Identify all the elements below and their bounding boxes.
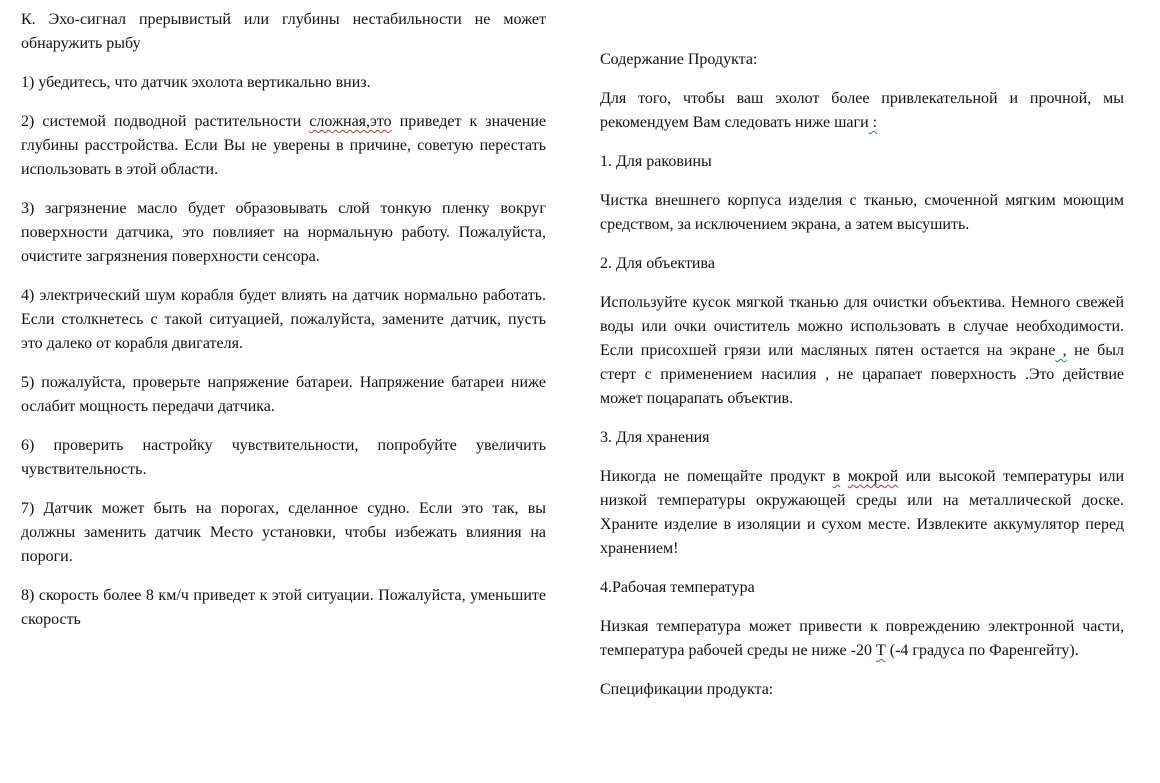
maintenance-column <box>600 48 1124 717</box>
paragraph-lens <box>600 291 1124 411</box>
item-text: 2) системой подводной растительности <box>21 113 310 130</box>
list-item <box>21 110 546 182</box>
storage-text: или высокой температуры или низкой температуры окружающей среды или на металлической доске. Храните изделие в изоляции и сухом месте. Извлеките аккумулятор перед хранением! <box>600 468 1125 557</box>
list-item: 6) проверить настройку чувствительности, попробуйте увеличить чувствительность. <box>21 437 546 478</box>
lens-text: не был стерт с применением насилия , не царапает поверхность .Это действие может поцарапать объектив. <box>600 342 1124 407</box>
lens-text: Используйте кусок мягкой тканью для очистки объектива. Немного свежей воды или очки очиститель можно использовать в случае необходимости. Если присохшей грязи или масляных пятен остается на экране <box>600 294 1124 359</box>
storage-text: Никогда не помещайте продукт <box>600 468 833 485</box>
paragraph-storage <box>600 465 1124 561</box>
intro-paragraph <box>600 87 1124 135</box>
section-title: Содержание Продукта: <box>600 51 758 68</box>
spelling-flagged-word: мокрой <box>847 468 899 485</box>
item-text: приведет к значение глубины расстройства. Если Вы не уверены в причине, советую перестать использовать в этой области. <box>21 113 546 178</box>
temperature-text: (-4 градуса по Фаренгейту). <box>885 642 1079 659</box>
subheading-specifications: Спецификации продукта: <box>600 681 774 698</box>
subheading-lens: 2. Для объектива <box>600 255 715 272</box>
spelling-flagged-word: в <box>832 468 841 485</box>
spelling-flagged-word: сложная,это <box>309 113 392 130</box>
grammar-flagged-text: , <box>1055 342 1067 359</box>
intro-text: Для того, чтобы ваш эхолот более привлекательной и прочной, мы рекомендуем Вам следовать ниже шаги <box>600 90 1124 131</box>
list-item: 7) Датчик может быть на порогах, сделанное судно. Если это так, вы должны заменить датчик Место установки, чтобы избежать влияния на пороги. <box>21 500 546 565</box>
section-heading: К. Эхо-сигнал прерывистый или глубины нестабильности не может обнаружить рыбу <box>21 11 546 52</box>
temperature-text: Низкая температура может привести к повреждению электронной части, температура рабочей среды не ниже -20 <box>600 618 1124 659</box>
subheading-temperature: 4.Рабочая температура <box>600 579 755 596</box>
list-item <box>21 71 546 95</box>
list-item: 5) пожалуйста, проверьте напряжение батареи. Напряжение батареи ниже ослабит мощность передачи датчика. <box>21 374 546 415</box>
paragraph-temperature <box>600 615 1124 663</box>
storage-text <box>840 468 848 485</box>
subheading-shell: 1. Для раковины <box>600 153 712 170</box>
paragraph-shell: Чистка внешнего корпуса изделия с тканью, смоченной мягким моющим средством, за исключением экрана, а затем высушить. <box>600 192 1124 233</box>
list-item: 4) электрический шум корабля будет влиять на датчик нормально работать. Если столкнетесь с такой ситуацией, пожалуйста, замените датчик, пусть это далеко от корабля двигателя. <box>21 287 546 352</box>
list-item: 8) скорость более 8 км/ч приведет к этой ситуации. Пожалуйста, уменьшите скорость <box>21 587 546 628</box>
item-text: ) убедитесь, что датчик эхолота вертикально вниз. <box>29 74 371 91</box>
grammar-flagged-text: : <box>868 114 878 131</box>
troubleshooting-column <box>21 8 546 647</box>
list-item: 3) загрязнение масло будет образовывать слой тонкую пленку вокруг поверхности датчика, это повлияет на нормальную работу. Пожалуйста, очистите загрязнения поверхности сенсора. <box>21 200 546 265</box>
subheading-storage: 3. Для хранения <box>600 429 710 446</box>
grammar-flagged-text: Т <box>875 642 886 659</box>
item-number: 1 <box>21 74 29 91</box>
